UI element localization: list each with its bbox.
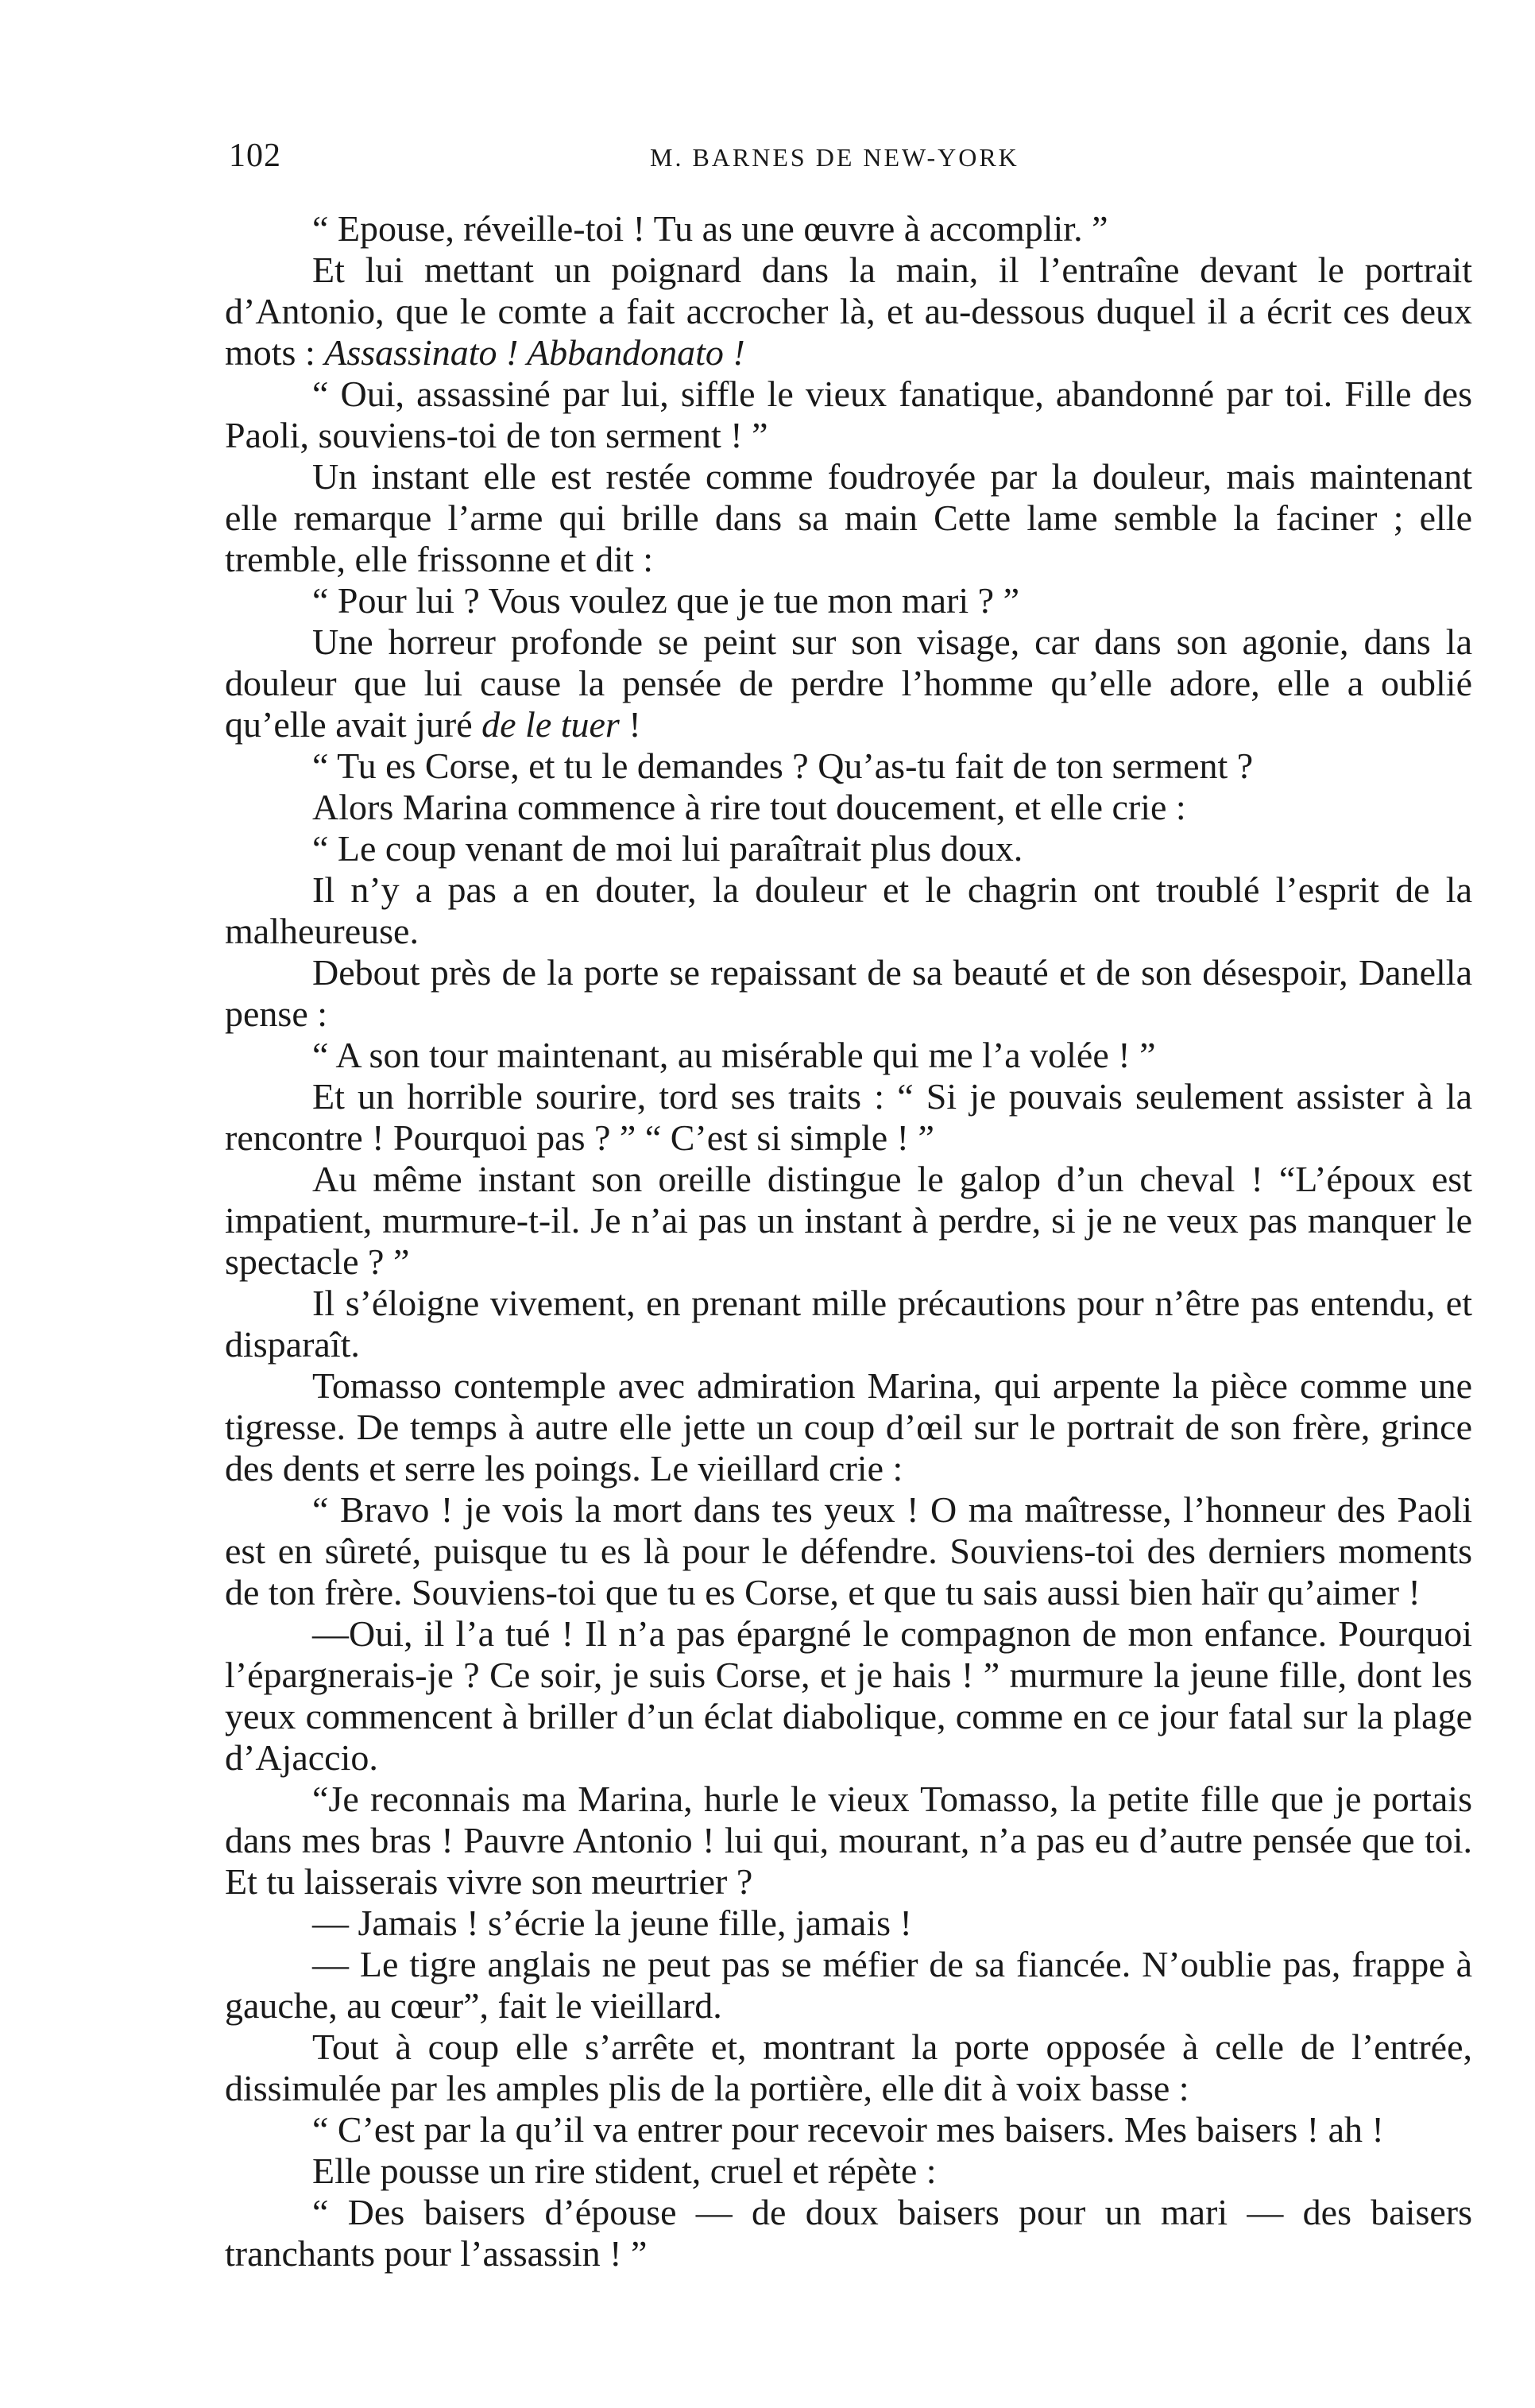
page-header [229,137,1476,184]
italic-vow: de le tuer [481,704,620,745]
paragraph: “ Tu es Corse, et tu le demandes ? Qu’as-tu fait de ton serment ? [312,745,1254,786]
paragraph: Un instant elle est restée comme foudroyée par la douleur, mais maintenant elle remarque l’arme qui brille dans sa main Cette lame semble la faciner ; elle tremble, elle frissonne et dit : [225,456,1472,579]
paragraph: “ Oui, assassiné par lui, siffle le vieux fanatique, abandonné par toi. Fille des Paoli, souviens-toi de ton serment ! ” [225,374,1472,455]
paragraph-text-end: ! [619,704,641,745]
paragraph: “ A son tour maintenant, au misérable qui me l’a volée ! ” [312,1035,1156,1075]
paragraph: Tomasso contemple avec admiration Marina, qui arpente la pièce comme une tigresse. De temps à autre elle jette un coup d’œil sur le portrait de son frère, grince des dents et serre les poings. Le vieillard crie : [225,1365,1472,1489]
paragraph: Debout près de la porte se repaissant de sa beauté et de son désespoir, Danella pense : [225,952,1472,1034]
paragraph: “ C’est par la qu’il va entrer pour recevoir mes baisers. Mes baisers ! ah ! [312,2109,1384,2150]
paragraph: Alors Marina commence à rire tout doucement, et elle crie : [312,787,1186,827]
paragraph: —Oui, il l’a tué ! Il n’a pas épargné le compagnon de mon enfance. Pourquoi l’épargnerais-je ? Ce soir, je suis Corse, et je hais ! ” murmure la jeune fille, dont les yeux commencent à briller d’un éclat diabolique, comme en ce jour fatal sur la plage d’Ajaccio. [225,1613,1472,1778]
paragraph: “Je reconnais ma Marina, hurle le vieux Tomasso, la petite fille que je portais dans mes bras ! Pauvre Antonio ! lui qui, mourant, n’a pas eu d’autre pensée que toi. Et tu laisserais vivre son meurtrier ? [225,1779,1472,1902]
paragraph: Il n’y a pas a en douter, la douleur et le chagrin ont troublé l’esprit de la malheureuse. [225,869,1472,951]
paragraph: “ Pour lui ? Vous voulez que je tue mon mari ? ” [312,580,1019,621]
paragraph: Et un horrible sourire, tord ses traits : “ Si je pouvais seulement assister à la rencontre ! Pourquoi pas ? ” “ C’est si simple ! ” [225,1076,1472,1158]
paragraph: Il s’éloigne vivement, en prenant mille précautions pour n’être pas entendu, et disparaît. [225,1283,1472,1365]
paragraph: “ Epouse, réveille-toi ! Tu as une œuvre à accomplir. ” [312,208,1108,249]
paragraph: “ Des baisers d’épouse — de doux baisers pour un mari — des baisers tranchants pour l’assassin ! ” [225,2192,1472,2274]
paragraph: — Le tigre anglais ne peut pas se méfier de sa fiancée. N’oublie pas, frappe à gauche, au cœur”, fait le vieillard. [225,1944,1472,2026]
paragraph: — Jamais ! s’écrie la jeune fille, jamais ! [312,1903,912,1943]
paragraph: “ Bravo ! je vois la mort dans tes yeux ! O ma maîtresse, l’honneur des Paoli est en sûreté, puisque tu es là pour le défendre. Souviens-toi des derniers moments de ton frère. Souviens-toi que tu es Corse, et que tu sais aussi bien haïr qu’aimer ! [225,1489,1472,1612]
paragraph: Tout à coup elle s’arrête et, montrant la porte opposée à celle de l’entrée, dissimulée par les amples plis de la portière, elle dit à voix basse : [225,2027,1472,2108]
paragraph-text: Une horreur profonde se peint sur son visage, car dans son agonie, dans la douleur que lui cause la pensée de perdre l’homme qu’elle adore, elle a oublié qu’elle avait juré [225,621,1472,745]
paragraph: “ Le coup venant de moi lui paraîtrait plus doux. [312,828,1023,869]
italic-inscription: Assassinato ! Abbandonato ! [324,332,745,373]
page-number: 102 [229,137,281,174]
running-title: M. BARNES DE NEW-YORK [650,143,1019,172]
paragraph [225,250,1472,374]
body-text [225,208,1472,2274]
paragraph [225,621,1472,745]
paragraph: Elle pousse un rire stident, cruel et répète : [312,2151,937,2191]
paragraph: Au même instant son oreille distingue le galop d’un cheval ! “L’époux est impatient, murmure-t-il. Je n’ai pas un instant à perdre, si je ne veux pas manquer le spectacle ? ” [225,1159,1472,1282]
paragraph-text: Et lui mettant un poignard dans la main, il l’entraîne devant le portrait d’Antonio, que le comte a fait accrocher là, et au-dessous duquel il a écrit ces deux mots : [225,250,1472,373]
